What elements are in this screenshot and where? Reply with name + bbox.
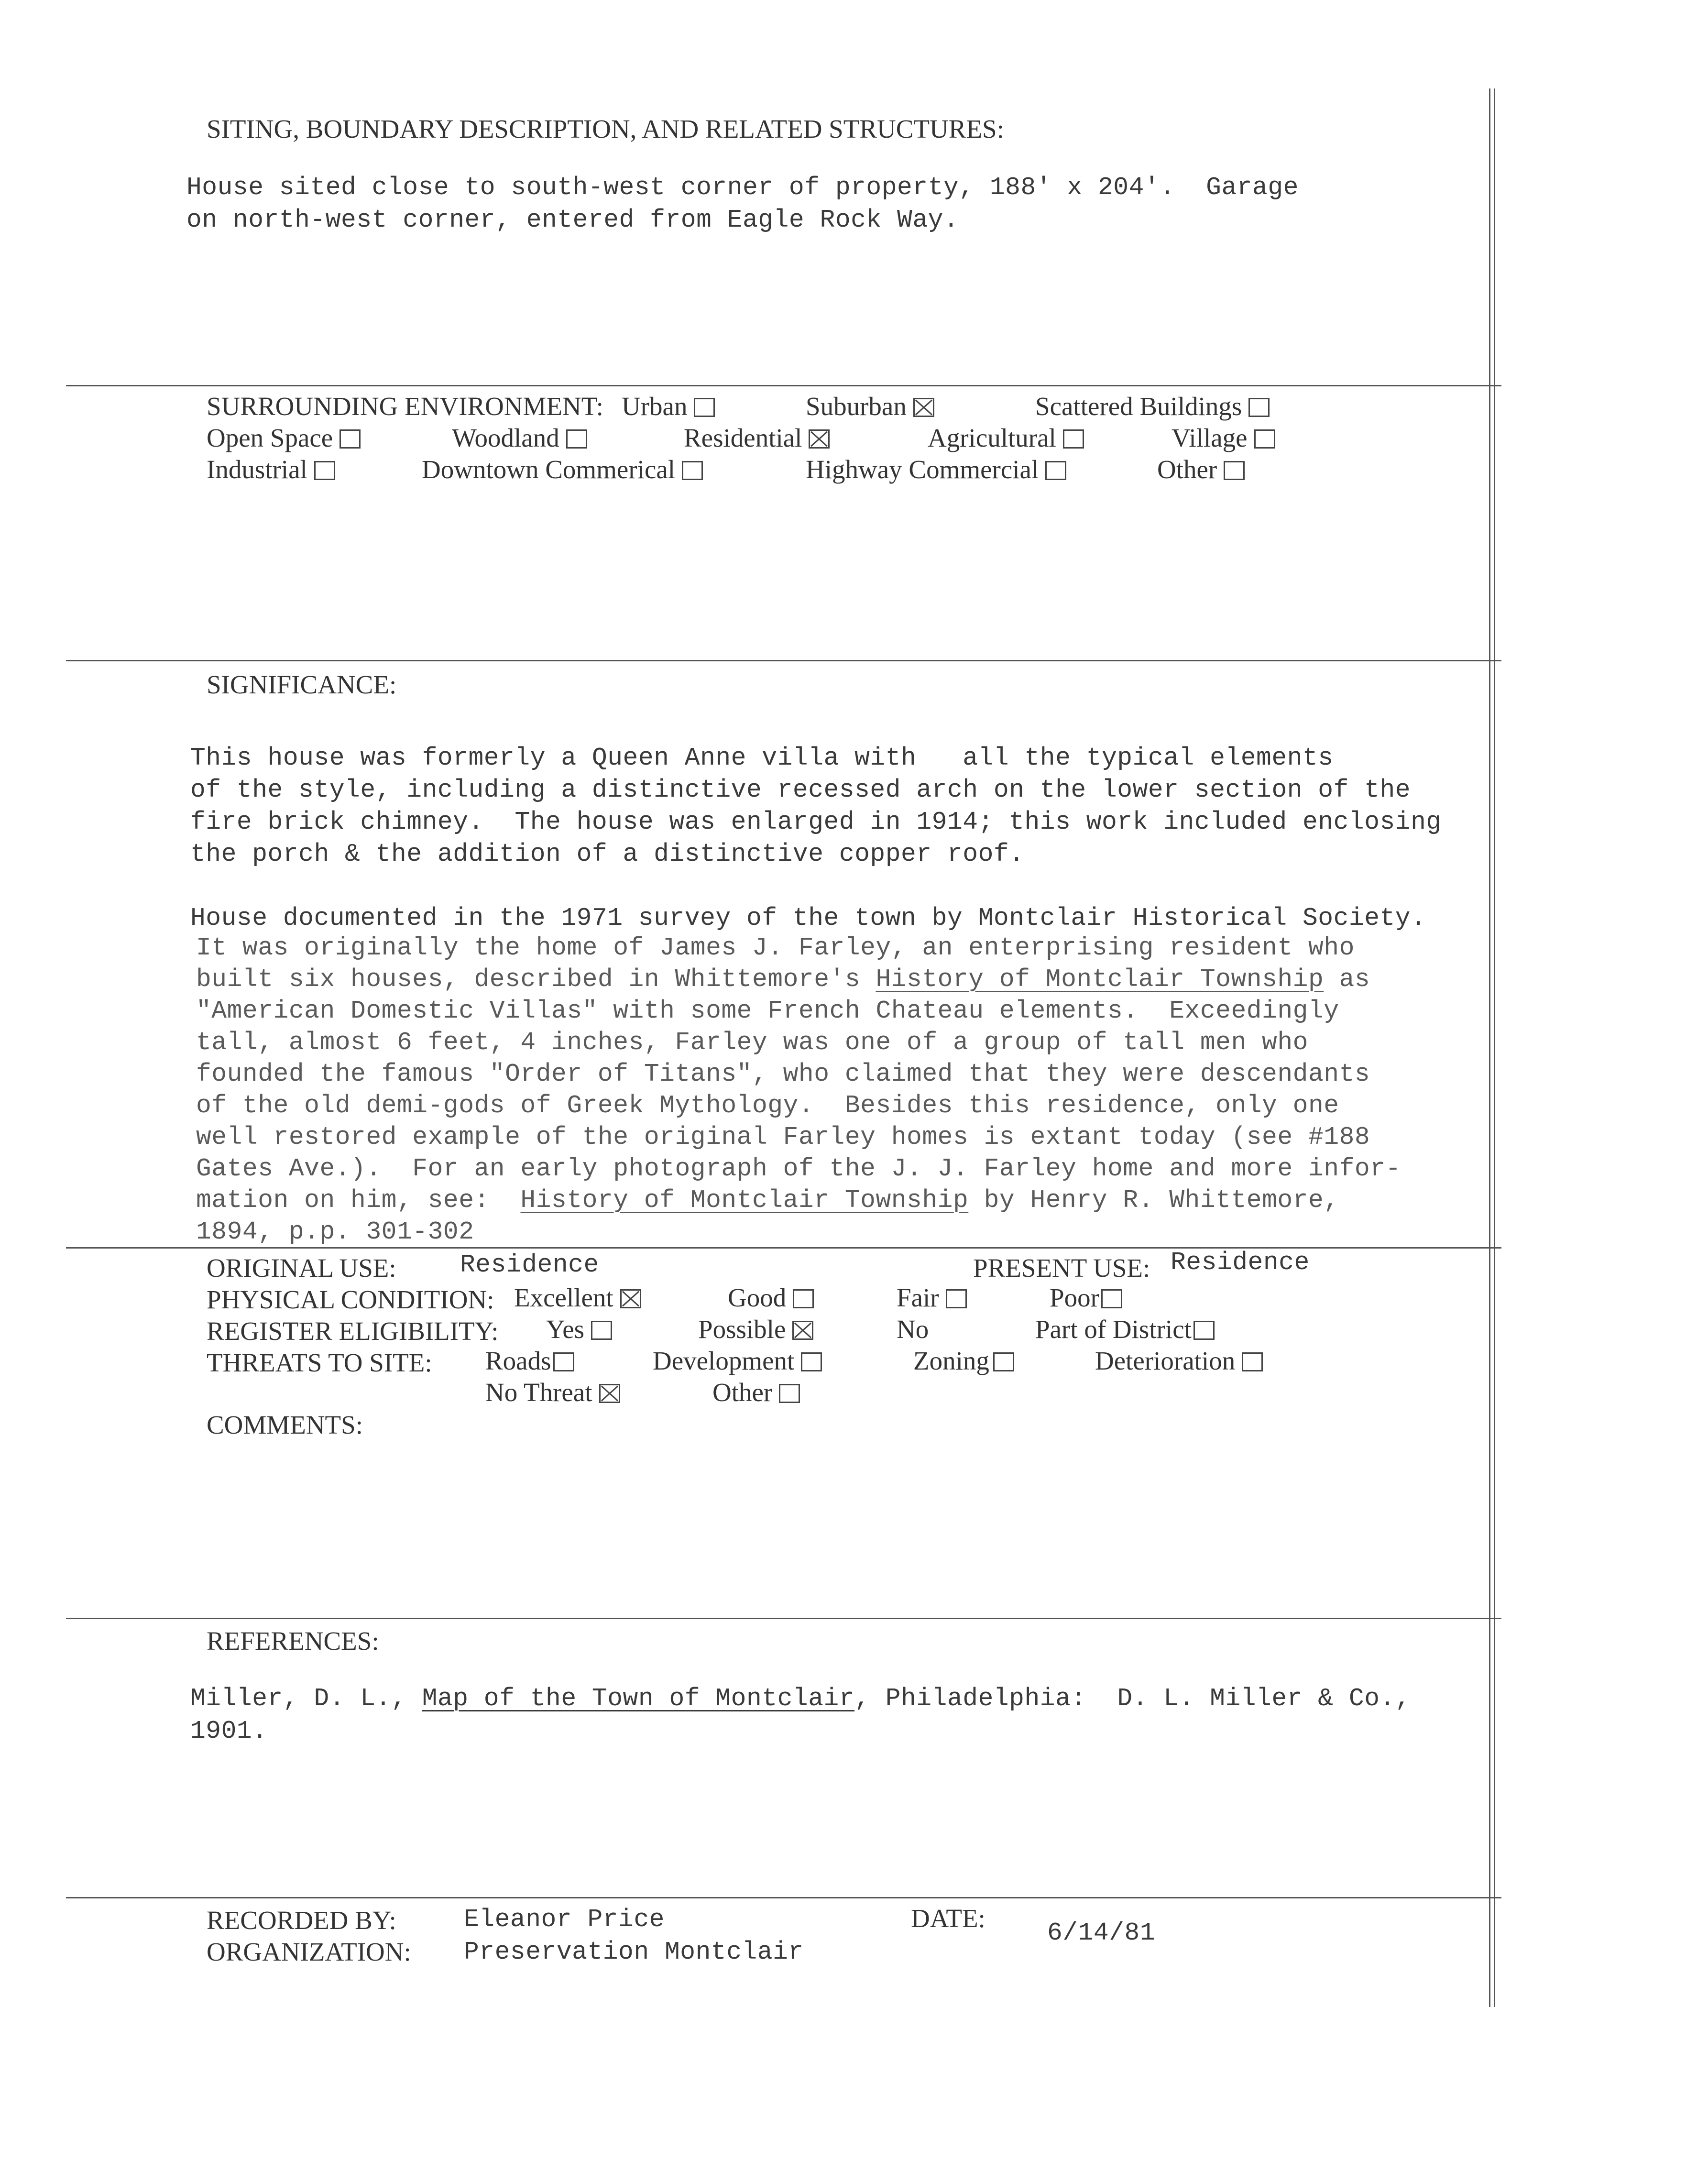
original-use-value: Residence <box>460 1250 599 1279</box>
organization-label: ORGANIZATION: <box>207 1937 411 1966</box>
significance-p2-line-4: "American Domestic Villas" with some French Chateau elements. Exceedingly <box>196 997 1339 1025</box>
significance-p2-line-11: 1894, p.p. 301-302 <box>196 1217 474 1246</box>
env-option-label: Village <box>1172 423 1248 452</box>
present-use-value: Residence <box>1171 1248 1310 1277</box>
threat-label: Zoning <box>913 1346 989 1375</box>
checkbox-suburban[interactable] <box>913 398 934 417</box>
significance-p2-line-3 <box>196 965 1370 994</box>
checkbox-excellent[interactable] <box>620 1289 641 1308</box>
checkbox-agricultural[interactable] <box>1063 429 1084 449</box>
register-eligibility-label: REGISTER ELIGIBILITY: <box>207 1316 499 1346</box>
env-option-downtown-commercial <box>422 454 703 484</box>
env-option-village <box>1172 423 1275 453</box>
siting-line-1: House sited close to south-west corner of property, 188' x 204'. Garage <box>186 173 1299 202</box>
significance-p2-line-2: It was originally the home of James J. Farley, an enterprising resident who <box>196 933 1355 962</box>
checkbox-woodland[interactable] <box>566 429 587 449</box>
env-option-label: Industrial <box>207 455 307 484</box>
checkbox-good[interactable] <box>793 1289 814 1308</box>
condition-label: Poor <box>1050 1283 1099 1312</box>
right-border-line-2 <box>1494 88 1495 2007</box>
env-option-agricultural <box>928 423 1084 453</box>
eligibility-label: Yes <box>546 1315 585 1344</box>
threat-label: Roads <box>485 1346 551 1375</box>
checkbox-yes[interactable] <box>591 1321 612 1340</box>
significance-p2-line-5: tall, almost 6 feet, 4 inches, Farley was one of a group of tall men who <box>196 1028 1308 1057</box>
checkbox-highway-commercial[interactable] <box>1045 461 1066 480</box>
threat-zoning <box>913 1346 1014 1376</box>
environment-heading: SURROUNDING ENVIRONMENT: <box>207 392 603 421</box>
env-option-label: Highway Commercial <box>806 455 1039 484</box>
references-line-1 <box>190 1684 1411 1713</box>
env-option-label: Other <box>1157 455 1217 484</box>
threat-deterioration <box>1095 1346 1263 1376</box>
threat-label: No Threat <box>485 1378 592 1407</box>
checkbox-downtown-commercial[interactable] <box>682 461 703 480</box>
env-option-label: Urban <box>622 392 688 421</box>
env-option-woodland <box>452 423 587 453</box>
references-heading: REFERENCES: <box>207 1626 379 1656</box>
env-option-other <box>1157 454 1245 484</box>
checkbox-possible[interactable] <box>792 1321 813 1340</box>
eligibility-label: Possible <box>698 1315 786 1344</box>
divider-recorded <box>66 1897 1501 1898</box>
env-option-label: Woodland <box>452 423 559 452</box>
env-option-label: Scattered Buildings <box>1035 392 1242 421</box>
env-option-scattered-buildings <box>1035 391 1270 421</box>
present-use-label: PRESENT USE: <box>973 1253 1150 1283</box>
env-option-label: Open Space <box>207 423 333 452</box>
env-option-label: Downtown Commerical <box>422 455 676 484</box>
right-border-line-1 <box>1489 88 1490 2007</box>
threat-label: Development <box>653 1346 795 1375</box>
checkbox-scattered-buildings[interactable] <box>1248 398 1270 417</box>
checkbox-fair[interactable] <box>946 1289 967 1308</box>
condition-label: Good <box>728 1283 787 1312</box>
condition-label: Fair <box>897 1283 939 1312</box>
checkbox-development[interactable] <box>801 1352 822 1371</box>
env-option-open-space <box>207 423 361 453</box>
threat-no-threat <box>485 1377 620 1407</box>
eligibility-part-of-district <box>1035 1314 1215 1344</box>
significance-heading: SIGNIFICANCE: <box>207 670 397 699</box>
env-option-label: Residential <box>684 423 802 452</box>
date-label: DATE: <box>911 1904 985 1933</box>
threats-label: THREATS TO SITE: <box>207 1348 432 1377</box>
env-option-label: Agricultural <box>928 423 1056 452</box>
original-use-label: ORIGINAL USE: <box>207 1253 396 1283</box>
checkbox-no-threat[interactable] <box>599 1384 620 1403</box>
text-segment: by Henry R. Whittemore, <box>968 1186 1339 1215</box>
text-segment: , Philadelphia: D. L. Miller & Co., <box>854 1684 1411 1713</box>
checkbox-residential[interactable] <box>809 429 830 449</box>
recorded-by-value: Eleanor Price <box>464 1905 665 1934</box>
checkbox-threat-other[interactable] <box>779 1384 800 1403</box>
map-title-link: Map of the Town of Montclair <box>422 1684 855 1713</box>
env-option-industrial <box>207 454 335 484</box>
eligibility-possible <box>698 1314 813 1344</box>
checkbox-roads[interactable] <box>553 1352 574 1371</box>
date-value: 6/14/81 <box>1047 1919 1156 1947</box>
divider-significance <box>66 660 1501 661</box>
references-line-2: 1901. <box>190 1717 268 1745</box>
threat-development <box>653 1346 822 1376</box>
checkbox-zoning[interactable] <box>993 1352 1014 1371</box>
divider-environment <box>66 385 1501 386</box>
significance-p2-line-9: Gates Ave.). For an early photograph of the J. J. Farley home and more infor- <box>196 1154 1401 1183</box>
text-segment: built six houses, described in Whittemore's <box>196 965 876 994</box>
eligibility-label: Part of District <box>1035 1315 1192 1344</box>
significance-p2-line-8: well restored example of the original Farley homes is extant today (see #188 <box>196 1123 1370 1151</box>
significance-p1-line-3: fire brick chimney. The house was enlarged in 1914; this work included enclosing <box>190 808 1442 836</box>
significance-p1-line-2: of the style, including a distinctive recessed arch on the lower section of the <box>190 776 1411 804</box>
book-title-link: History of Montclair Township <box>876 965 1324 994</box>
threat-label: Deterioration <box>1095 1346 1236 1375</box>
organization-value: Preservation Montclair <box>464 1938 804 1966</box>
book-title-link: History of Montclair Township <box>520 1186 969 1215</box>
eligibility-label: No <box>897 1315 929 1344</box>
threat-label: Other <box>712 1378 773 1407</box>
checkbox-industrial[interactable] <box>314 461 335 480</box>
recorded-by-label: RECORDED BY: <box>207 1906 396 1935</box>
significance-p2-line-1: House documented in the 1971 survey of the town by Montclair Historical Society. <box>190 904 1426 932</box>
significance-p1-line-4: the porch & the addition of a distinctive copper roof. <box>190 840 1025 868</box>
condition-excellent <box>514 1283 641 1313</box>
checkbox-part-of-district[interactable] <box>1193 1321 1215 1340</box>
text-segment: mation on him, see: <box>196 1186 521 1215</box>
env-option-suburban <box>806 391 934 421</box>
divider-references <box>66 1618 1501 1619</box>
env-option-label: Suburban <box>806 392 907 421</box>
env-option-residential <box>684 423 830 453</box>
eligibility-yes <box>546 1314 612 1344</box>
threat-roads <box>485 1346 574 1376</box>
env-option-highway-commercial <box>806 454 1066 484</box>
text-segment: Miller, D. L., <box>190 1684 422 1713</box>
condition-poor <box>1050 1283 1122 1313</box>
checkbox-other[interactable] <box>1224 461 1245 480</box>
env-option-urban <box>622 391 715 421</box>
siting-heading: SITING, BOUNDARY DESCRIPTION, AND RELATED STRUCTURES: <box>207 114 1004 143</box>
significance-p2-line-10 <box>196 1186 1339 1215</box>
significance-p2-line-7: of the old demi-gods of Greek Mythology. Besides this residence, only one <box>196 1091 1339 1120</box>
checkbox-deterioration[interactable] <box>1242 1352 1263 1371</box>
threat-other <box>712 1377 800 1407</box>
siting-line-2: on north-west corner, entered from Eagle Rock Way. <box>186 206 959 234</box>
comments-label: COMMENTS: <box>207 1410 363 1439</box>
checkbox-village[interactable] <box>1254 429 1275 449</box>
condition-fair <box>897 1283 967 1313</box>
physical-condition-label: PHYSICAL CONDITION: <box>207 1285 494 1314</box>
significance-p2-line-6: founded the famous "Order of Titans", who claimed that they were descendants <box>196 1060 1370 1088</box>
checkbox-poor[interactable] <box>1101 1289 1122 1308</box>
condition-label: Excellent <box>514 1283 613 1312</box>
significance-p1-line-1: This house was formerly a Queen Anne villa with all the typical elements <box>190 744 1334 772</box>
eligibility-no <box>897 1314 929 1344</box>
text-segment: as <box>1324 965 1370 994</box>
checkbox-open-space[interactable] <box>339 429 361 449</box>
condition-good <box>728 1283 814 1313</box>
checkbox-urban[interactable] <box>694 398 715 417</box>
